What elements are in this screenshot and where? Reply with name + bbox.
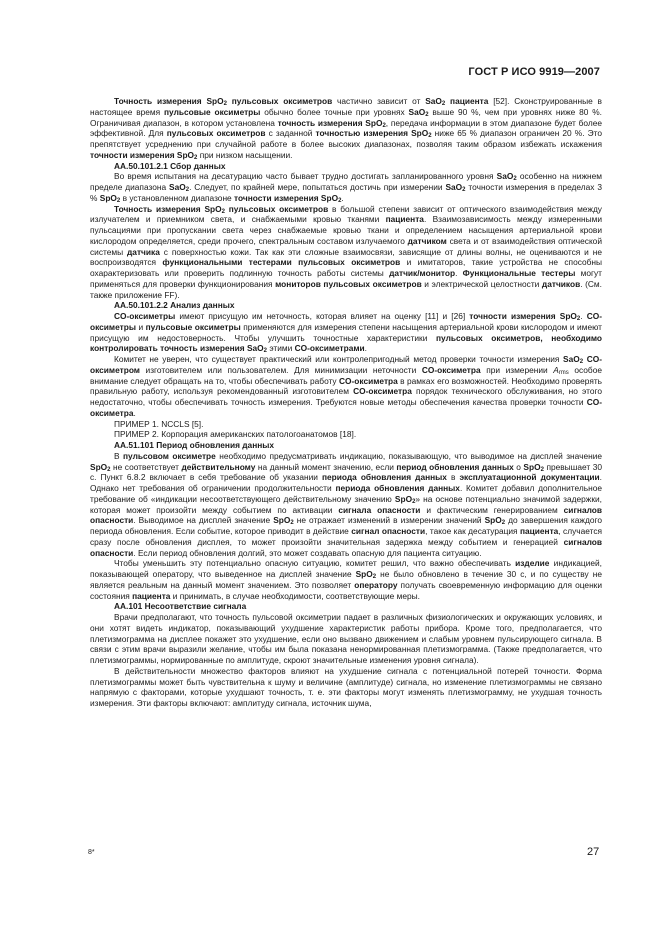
paragraph: Точность измерения SpO$_2$ пульсовых оксиметров в большой степени зависит от оптического взаимодействия между излучателем и приемником света, и снабжаемыми кровью тканями пациента. Взаимозависимость между измеренными пульсациями при пропускании света через снабжаемые кровью ткани и определением насыщения артериальной крови кислородом определяется, среди прочего, спектральным составом излучаемого датчиком света и от взаимодействия оптической системы датчика с поверхностью кожи. Так как эти сложные взаимосвязи, зависящие от длины волны, не оцениваются и не воспроизводятся функциональными тестерами пульсовых оксиметров и имитаторов, такие устройства не способны охарактеризовать или проверить подлинную точность работы системы датчик/монитор. Функциональные тестеры могут применяться для проверки функционирования мониторов пульсовых оксиметров и электрической целостности датчиков. (См. также приложение FF). bbox=[90, 203, 603, 300]
paragraph: В пульсовом оксиметре необходимо предусматривать индикацию, показывающую, что выводимое на дисплей значение SpO$_2$ не соответствует действительному на данный момент значению, если период обновления данных о SpO$_2$ превышает 30 с. Пункт 6.8.2 включает в себя требование об указании периода обновления данных в эксплуатационной документации. Однако нет требования об ограничении продолжительности периода обновления данных. Комитет добавил дополнительное требование об «индикации несоответствующего действительному значению SpO$_2$» на основе потенциально значимой задержки, которая может произойти между событием по активации сигнала опасности и фактическим генерированием сигналов опасности. Выводимое на дисплей значение SpO$_2$ не отражает изменений в измерении значений SpO$_2$ до завершения каждого периода обновления. Если событие, которое приводит в действие сигнал опасности, такое как десатурация пациента, случается сразу после обновления дисплея, то может произойти значительная задержка между событием и генерацией сигналов опасности. Если период обновления долгий, это может создавать опасную для пациента ситуацию. bbox=[90, 450, 603, 558]
paragraph: CO-оксиметры имеют присущую им неточность, которая влияет на оценку [11] и [26] точности измерения SpO$_2$. CO-оксиметры и пульсовые оксиметры применяются для измерения степени насыщения артериальной крови кислородом и имеют присущую им недостоверность. Чтобы улучшить точностные характеристики пульсовых оксиметров, необходимо контролировать точность измерения SaO$_2$ этими CO-оксиметрами. bbox=[90, 311, 602, 355]
paragraph: Точность измерения SpO$_2$ пульсовых оксиметров частично зависит от SaO$_2$ пациента [52]. Сконструированные в настоящее время пульсовые оксиметры обычно более точные при уровнях SaO$_2$ выше 90 %, чем при уровнях ниже 80 %. Ограничивая диапазон, в котором установлена точность измерения SpO$_2$, передача информации в этом диапазоне будет более эффективной. Для пульсовых оксиметров с заданной точностью измерения SpO$_2$ ниже 65 % диапазон ограничен 20 %. Это препятствует усреднению при случайной работе в более высоких диапазонах, позволяя таким образом избежать искажения точности измерения SpO$_2$ при низком насыщении. bbox=[90, 96, 602, 161]
section-heading: АА.50.101.2.1 Сбор данных bbox=[114, 160, 226, 171]
page-number: 27 bbox=[587, 846, 600, 858]
paragraph: Во время испытания на десатурацию часто бывает трудно достигать запланированного уровня SaO$_2$ особенно на нижнем пределе диапазона SaO$_2$. Следует, по крайней мере, попытаться достичь при измерении SaO$_2$ точности измерения в пределах 3 % SpO$_2$ в установленном диапазоне точности измерения SpO$_2$. bbox=[90, 171, 603, 204]
section-heading: АА.50.101.2.2 Анализ данных bbox=[114, 300, 235, 311]
paragraph: Комитет не уверен, что существует практический или контролепригодный метод проверки точности измерения SaO$_2$ CO-оксиметром изготовителем или пользователем. Для минимизации неточности CO-оксиметра при измерении $A_{rms}$ особое внимание следует обращать на то, чтобы обеспечивать работу CO-оксиметра в рамках его возможностей. Необходимо проверять правильную работу, используя рекомендованный изготовителем CO-оксиметра порядок технического обслуживания, но этого недостаточно, чтобы обеспечивать точность измерения. Требуются новые методы обеспечения качества проверки точности CO-оксиметра. bbox=[90, 354, 603, 418]
paragraph: В действительности множество факторов влияют на ухудшение сигнала с потенциальной потерей точности. Форма плетизмограммы может быть чувствительна к шуму и величине (амплитуде) сигнала, но изменение плетизмограммы не связано напрямую с факторами, которые ухудшают точность, т. е. эти факторы могут изменять плетизмограмму, не ухудшая точность измерения. Эти факторы включают: амплитуду сигнала, источник шума, bbox=[90, 665, 602, 708]
paragraph: Врачи предполагают, что точность пульсовой оксиметрии падает в различных физиологических и окружающих условиях, и они хотят видеть индикатор, показывающий ухудшение характеристик работы прибора. Кроме того, предполагается, что плетизмограмма на дисплее покажет это ухудшение, если оно вызвано движением и слабым уровнем пульсирующего сигнала. В связи с этим врачи выразили желание, чтобы им была показана ненормированная плетизмограмма. (Также предполагается, что плетизмограммы, нормированные по амплитуде, скроют значительные изменения уровня сигнала). bbox=[90, 612, 602, 665]
document-body bbox=[90, 96, 602, 709]
document-header: ГОСТ Р ИСО 9919—2007 bbox=[468, 66, 600, 78]
example-note: ПРИМЕР 1. NCCLS [5]. bbox=[114, 418, 204, 429]
example-note: ПРИМЕР 2. Корпорация американских патологоанатомов [18]. bbox=[114, 429, 357, 440]
paragraph: Чтобы уменьшить эту потенциально опасную ситуацию, комитет решил, что важно обеспечивать изделие индикацией, показывающей оператору, что выведенное на дисплей значение SpO$_2$ не было обновлено в течение 30 с, и по существу не является реальным на данный момент значением. Это позволяет оператору получать своевременную информацию для оценки состояния пациента и принимать, в случае необходимости, соответствующие меры. bbox=[90, 558, 602, 601]
footer-mark: 8* bbox=[88, 849, 95, 856]
section-heading: АА.101 Несоответствие сигнала bbox=[114, 601, 247, 612]
section-heading: АА.51.101 Период обновления данных bbox=[114, 440, 275, 450]
